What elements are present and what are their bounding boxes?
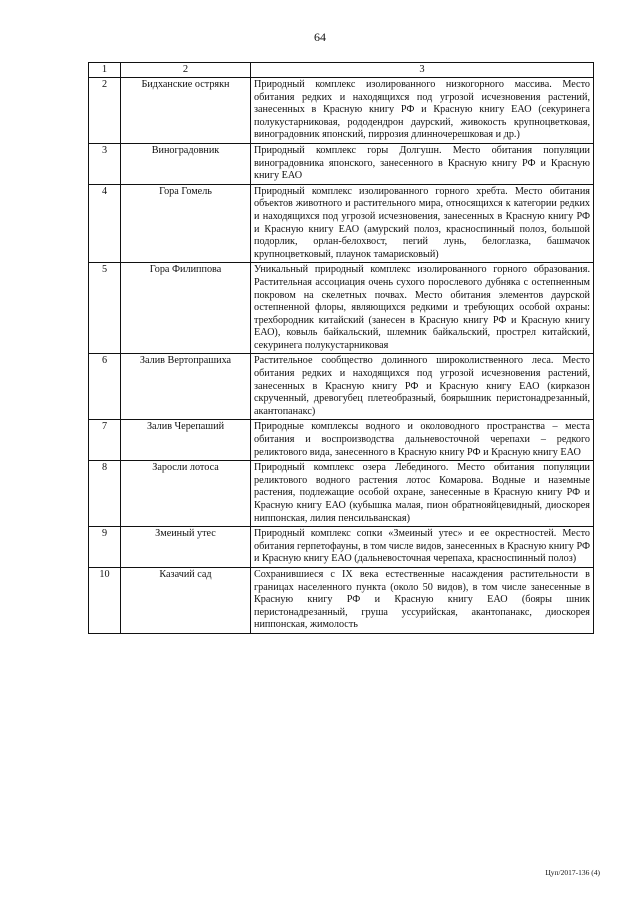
row-description: Природный комплекс изолированного низкогорного массива. Место обитания редких и находящихся под угрозой исчезновения растений, занесенных в Красную книгу РФ и Красную книгу ЕАО (секуринега полукустарниковая, рододендрон даурский, живокость крупноцветковая, виноградовник японский, пиррозия длинночерешковая и др.)	[251, 78, 594, 144]
table-row	[89, 78, 594, 144]
row-number: 5	[89, 263, 121, 354]
row-name: Виноградовник	[121, 143, 251, 184]
row-name: Гора Гомель	[121, 184, 251, 263]
row-description: Природный комплекс горы Долгушн. Место обитания популяции виноградовника японского, занесенного в Красную книгу РФ и Красную книгу ЕАО	[251, 143, 594, 184]
row-number: 7	[89, 420, 121, 461]
row-description: Природный комплекс сопки «Змеиный утес» и ее окрестностей. Место обитания герпетофауны, в том числе видов, занесенных в Красную книгу РФ и Красную книгу ЕАО (дальневосточная черепаха, красноспинный полоз)	[251, 527, 594, 568]
row-name: Заросли лотоса	[121, 461, 251, 527]
row-name: Залив Черепаший	[121, 420, 251, 461]
header-cell-name: 2	[121, 63, 251, 78]
row-number: 3	[89, 143, 121, 184]
row-number: 4	[89, 184, 121, 263]
row-number: 10	[89, 567, 121, 633]
row-description: Сохранившиеся с IX века естественные насаждения растительности в границах населенного пункта (около 50 видов), в том числе занесенные в Красную книгу РФ и Красную книгу ЕАО (бояры шник перистонадрезанный, груша уссурийская, акантопанакс, диоскорея ниппонская, жимолость	[251, 567, 594, 633]
protected-areas-table	[88, 62, 594, 634]
row-number: 6	[89, 354, 121, 420]
row-name: Змеиный утес	[121, 527, 251, 568]
table-row	[89, 354, 594, 420]
row-description: Природные комплексы водного и околоводного пространства – места обитания и воспроизводства дальневосточной черепахи – редкого реликтового вида, занесенного в Красную книгу РФ и Красную книгу ЕАО	[251, 420, 594, 461]
row-name: Бидханские острякн	[121, 78, 251, 144]
table-row	[89, 567, 594, 633]
row-description: Уникальный природный комплекс изолированного горного образования. Растительная ассоциация очень сухого порослевого дубняка с остепненным покровом на скелетных почвах. Место обитания элементов даурской остепненной флоры, являющихся редкими и требующих особой охраны: трехбородник китайский (занесен в Красную книгу РФ и Красную книгу ЕАО), ковыль байкальский, шлемник байкальский, прострел китайский, секуринега полукустарниковая	[251, 263, 594, 354]
row-number: 2	[89, 78, 121, 144]
table-row	[89, 527, 594, 568]
table-row	[89, 184, 594, 263]
row-number: 8	[89, 461, 121, 527]
row-name: Казачий сад	[121, 567, 251, 633]
table-row	[89, 420, 594, 461]
table-row	[89, 461, 594, 527]
page-number: 64	[314, 30, 326, 44]
row-description: Природный комплекс озера Лебединого. Место обитания популяции реликтового водного растения лотос Комарова. Водные и наземные растения, подлежащие особой охране, занесенные в Красную книгу РФ и Красную книгу ЕАО (кубышка малая, пион обратнояйцевидный, диоскорея ниппонская, лилия пенсильванская)	[251, 461, 594, 527]
table-header-row	[89, 63, 594, 78]
row-name: Залив Вертопрашиха	[121, 354, 251, 420]
table-row	[89, 143, 594, 184]
row-description: Растительное сообщество долинного широколиственного леса. Место обитания редких и находящихся под угрозой исчезновения растений, занесенных в Красную книгу РФ и Красную книгу ЕАО (кирказон скрученный, древогубец плетеобразный, боярышник перистонадрезанный, акантопанакс)	[251, 354, 594, 420]
table-row	[89, 263, 594, 354]
row-description: Природный комплекс изолированного горного хребта. Место обитания объектов животного и растительного мира, относящихся к категории редких и находящихся под угрозой исчезновения, занесенных в Красную книгу РФ и Красную книгу ЕАО (амурский полоз, красноспинный полоз, большой подорлик, орлан-белохвост, пегий лунь, белоглазка, башмачок крупноцветковый, плаунок тамарисковый)	[251, 184, 594, 263]
header-cell-number: 1	[89, 63, 121, 78]
row-number: 9	[89, 527, 121, 568]
row-name: Гора Филиппова	[121, 263, 251, 354]
header-cell-description: 3	[251, 63, 594, 78]
document-code: Цуп/2017-136 (4)	[545, 868, 600, 877]
